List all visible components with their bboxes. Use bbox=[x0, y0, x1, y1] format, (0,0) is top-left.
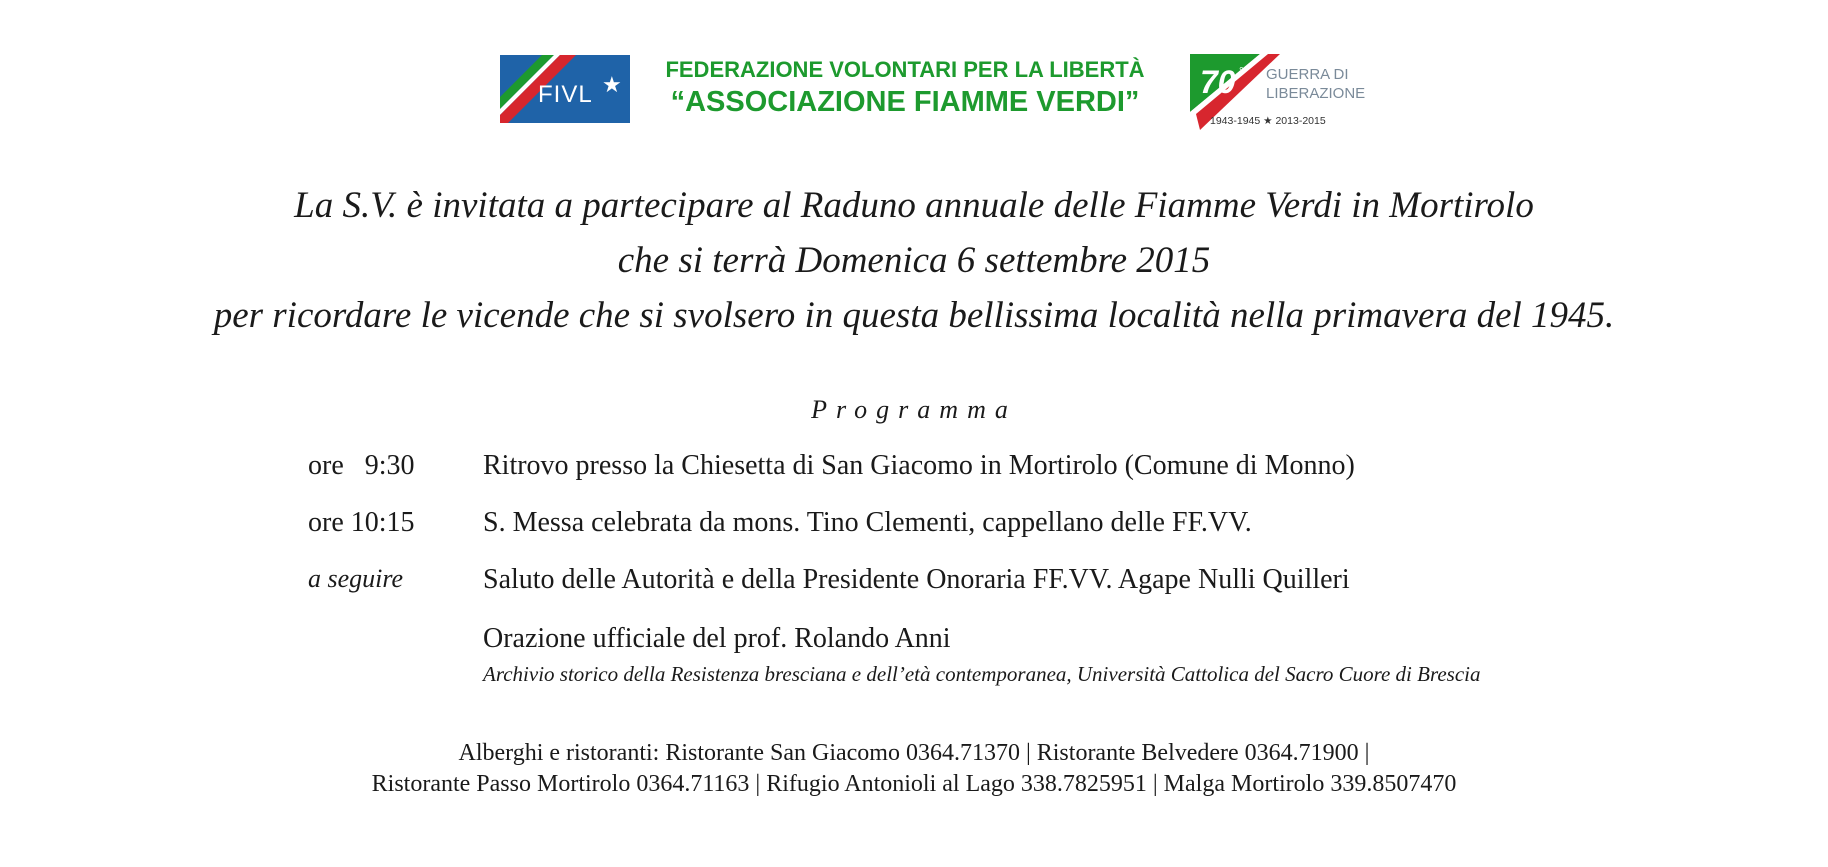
star-icon: ★ bbox=[602, 73, 622, 98]
invitation-line-3: per ricordare le vicende che si svolsero in questa bellissima località nella primavera del 1945. bbox=[213, 295, 1615, 336]
anniversary-label-line2: LIBERAZIONE bbox=[1266, 85, 1366, 102]
program-item bbox=[0, 507, 1828, 547]
anniversary-degree: ° bbox=[1239, 64, 1244, 78]
anniversary-label-line1: GUERRA DI bbox=[1266, 66, 1349, 83]
invitation-line-2: che si terrà Domenica 6 settembre 2015 bbox=[617, 240, 1211, 281]
program-time: a seguire bbox=[308, 564, 404, 593]
anniversary-years: 1943-1945 ★ 2013-2015 bbox=[1210, 115, 1326, 127]
accommodation-info bbox=[0, 738, 1828, 800]
association-title: “ASSOCIAZIONE FIAMME VERDI” bbox=[670, 86, 1140, 118]
program-description: Ritrovo presso la Chiesetta di San Giacomo in Mortirolo (Comune di Monno) bbox=[483, 450, 1355, 481]
program-description: Saluto delle Autorità e della Presidente Onoraria FF.VV. Agape Nulli Quilleri bbox=[483, 564, 1350, 595]
federation-title: FEDERAZIONE VOLONTARI PER LA LIBERTÀ bbox=[665, 57, 1145, 82]
accommodation-line-1: Alberghi e ristoranti: Ristorante San Giacomo 0364.71370 | Ristorante Belvedere 0364.71900 | bbox=[458, 740, 1370, 766]
program-item bbox=[0, 450, 1828, 490]
anniversary-label bbox=[1266, 65, 1365, 103]
anniversary-number: 70 bbox=[1200, 64, 1236, 100]
anniversary-logo bbox=[1190, 54, 1370, 134]
invitation-line-1: La S.V. è invitata a partecipare al Raduno annuale delle Fiamme Verdi in Mortirolo bbox=[294, 185, 1534, 226]
fivl-logo bbox=[500, 55, 630, 123]
program-title: Programma bbox=[811, 395, 1017, 424]
program-description: Orazione ufficiale del prof. Rolando Anni bbox=[483, 623, 951, 654]
program-time: ore 10:15 bbox=[308, 507, 415, 538]
letterhead bbox=[0, 0, 1828, 140]
program-time: ore 9:30 bbox=[308, 450, 415, 481]
program-description: S. Messa celebrata da mons. Tino Clementi, cappellano delle FF.VV. bbox=[483, 507, 1252, 538]
program-item bbox=[0, 623, 1828, 663]
invitation-text bbox=[0, 178, 1828, 343]
association-name bbox=[640, 56, 1170, 120]
speaker-affiliation: Archivio storico della Resistenza bresciana e dell’età contemporanea, Università Cattolica del Sacro Cuore di Brescia bbox=[483, 662, 1481, 686]
accommodation-line-2: Ristorante Passo Mortirolo 0364.71163 | Rifugio Antonioli al Lago 338.7825951 | Malga Mortirolo 339.8507470 bbox=[371, 771, 1457, 797]
program-item bbox=[0, 564, 1828, 604]
fivl-logo-text: FIVL bbox=[538, 81, 593, 108]
